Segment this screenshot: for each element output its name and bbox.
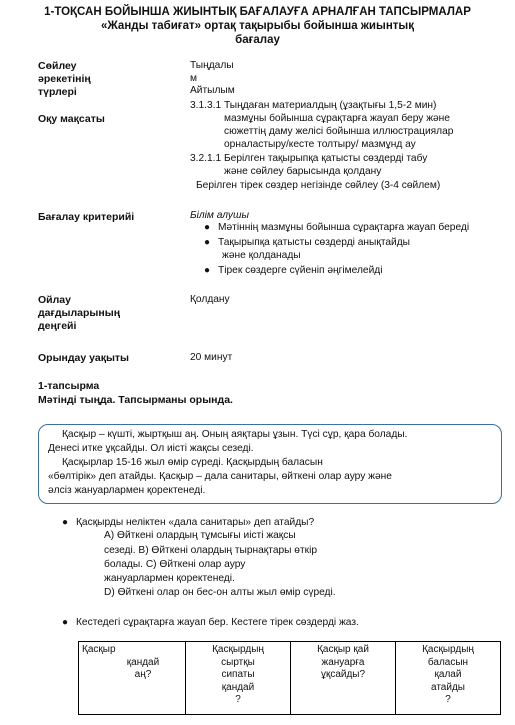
objective-line-5: 3.2.1.1 Берілген тақырыпқа қатысты сөздерді табу: [190, 153, 428, 164]
table-row: [79, 642, 501, 715]
bullet-icon: ●: [204, 237, 211, 248]
bullet-icon: ●: [62, 617, 69, 628]
objective-line-7: Берілген тірек сөздер негізінде сөйлеу (3-4 сөйлем): [196, 180, 441, 191]
document-subtitle: «Жанды табиғат» ортақ тақырыбы бойынша жиынтық: [101, 20, 414, 32]
thinking-label: Ойлау дағдыларының деңгейі: [38, 294, 121, 332]
criteria-bullet-2-cont: және қолданады: [222, 250, 301, 261]
table-header-cell: Қасқырдың сыртқы сипаты қандай ?: [186, 642, 291, 715]
time-label: Орындау уақыты: [38, 352, 130, 364]
table-header-cell: Қасқыр қай жануарға ұқсайды?: [291, 642, 396, 715]
activity-label: Сөйлеу әрекетінің түрлері: [38, 60, 91, 98]
question-1-option-line-5: D) Өйткені олар он бес-он алты жыл өмір сүреді.: [104, 587, 336, 598]
objective-line-2: мазмұны бойынша сұрақтарға жауап беру және: [224, 113, 450, 124]
thinking-value: Қолдану: [190, 294, 230, 305]
document-subtitle-2: бағалау: [235, 34, 280, 46]
passage-line-4: «бөлтірік» деп атайды. Қасқыр – дала санитары, өйткені олар ауру және: [48, 471, 392, 482]
time-value: 20 минут: [190, 352, 233, 363]
objective-line-4: орналастыру/кесте толтыру/ мазмұнд ау: [224, 139, 416, 150]
question-1-option-line-4: жануарлармен қоректенеді.: [104, 573, 235, 584]
bullet-icon: ●: [62, 517, 69, 528]
task-title: 1-тапсырма: [38, 380, 100, 392]
bullet-icon: ●: [204, 222, 211, 233]
table-header-cell: Қасқыр қандай аң?: [79, 642, 186, 715]
passage-line-2: Денесі итке ұқсайды. Ол иісті жақсы сезеді.: [48, 443, 254, 454]
activity-values: Тыңдалы м Айтылым: [190, 60, 235, 97]
document-title: 1-ТОҚСАН БОЙЫНША ЖИЫНТЫҚ БАҒАЛАУҒА АРНАЛҒАН ТАПСЫРМАЛАР: [44, 6, 471, 18]
question-1-option-line-3: болады. С) Өйткені олар ауру: [104, 559, 246, 570]
question-1-option-line-1: А) Өйткені олардың тұмсығы иісті жақсы: [104, 530, 296, 541]
question-2: ● Кестедегі сұрақтарға жауап бер. Кестеге тірек сөздерді жаз.: [62, 617, 359, 628]
question-1: ● Қасқырды неліктен «дала санитары» деп атайды?: [62, 517, 315, 528]
bullet-icon: ●: [204, 265, 211, 276]
objective-line-6: және сөйлеу барысында қолдану: [224, 166, 382, 177]
objective-label: Оқу мақсаты: [38, 113, 105, 125]
task-instruction: Мәтінді тыңда. Тапсырманы орында.: [38, 394, 233, 406]
passage-line-5: әлсіз жануарлармен қоректенеді.: [48, 485, 206, 496]
passage-line-3: Қасқырлар 15-16 жыл өмір сүреді. Қасқырдың баласын: [62, 457, 323, 468]
passage-line-1: Қасқыр – күшті, жыртқыш аң. Оның аяқтары ұзын. Түсі сұр, қара болады.: [62, 429, 408, 440]
criteria-bullet-1: ● Мәтіннің мазмұны бойынша сұрақтарға жауап береді: [204, 222, 470, 233]
criteria-bullet-2: ● Тақырыпқа қатысты сөздерді анықтайды: [204, 237, 410, 248]
objective-line-3: сюжеттің даму желісі бойынша иллюстрациялар: [224, 126, 454, 137]
answer-table: [78, 641, 501, 715]
criteria-label: Бағалау критерийі: [38, 211, 135, 223]
question-1-option-line-2: сезеді. В) Өйткені олардың тырнақтары өткір: [104, 545, 318, 556]
objective-line-1: 3.1.3.1 Тыңдаған материалдың (ұзақтығы 1,5-2 мин): [190, 100, 437, 111]
criteria-intro: Білім алушы: [190, 210, 249, 221]
table-header-cell: Қасқырдың баласын қалай атайды ?: [396, 642, 501, 715]
criteria-bullet-3: ● Тірек сөздерге сүйеніп әңгімелейді: [204, 265, 383, 276]
